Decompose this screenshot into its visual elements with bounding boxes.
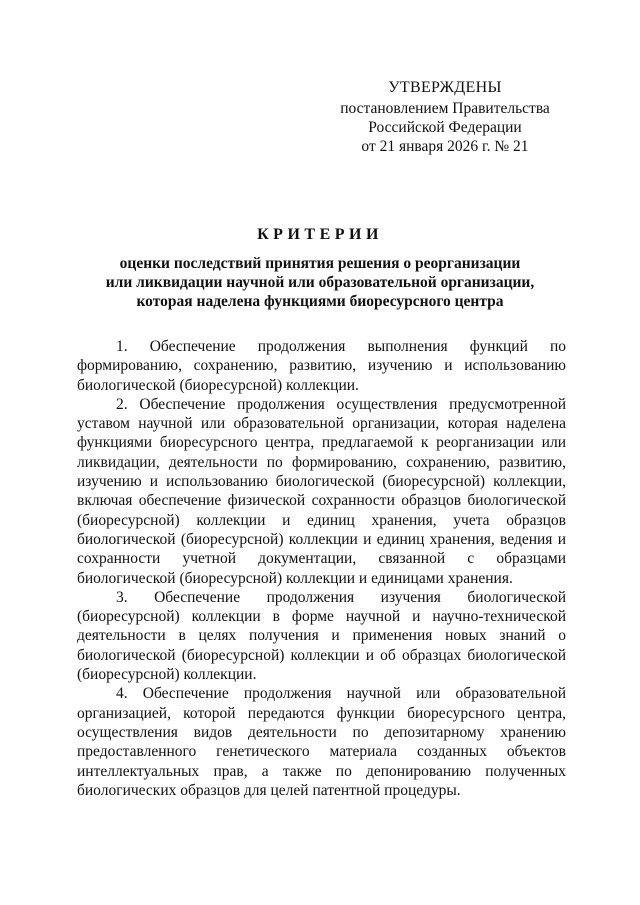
subtitle-line-1: оценки последствий принятия решения о реорганизации <box>119 255 521 272</box>
approval-title: УТВЕРЖДЕНЫ <box>388 79 502 96</box>
criteria-list <box>77 337 566 800</box>
criterion-1: 1. Обеспечение продолжения выполнения функций по формированию, сохранению, развитию, изучению и использованию биологической (биоресурсной) коллекции. <box>77 338 566 394</box>
criterion-2: 2. Обеспечение продолжения осуществления предусмотренной уставом научной или образовательной организации, которая наделена функциями биоресурсного центра, предлагаемой к реорганизации или ликвидации, деятельности по формированию, сохранению, развитию, изучению и использованию биологической (биоресурсной) коллекции, включая обеспечение физической сохранности образцов биологической (биоресурсной) коллекции и единиц хранения, учета образцов биологической (биоресурсной) коллекции и единиц хранения, ведения и сохранности учетной документации, связанной с образцами биологической (биоресурсной) коллекции и единицами хранения. <box>77 395 566 587</box>
approval-line-2: Российской Федерации <box>368 119 522 136</box>
approval-line-3: от 21 января 2026 г. № 21 <box>361 138 529 155</box>
document-title: КРИТЕРИИ <box>257 226 383 243</box>
approval-stamp <box>330 78 560 156</box>
criterion-4: 4. Обеспечение продолжения научной или образовательной организацией, которой передаются функции биоресурсного центра, осуществления видов деятельности по депозитарному хранению предоставленного генетического материала созданных объектов интеллектуальных прав, а также по депонированию полученных биологических образцов для целей патентной процедуры. <box>77 685 566 799</box>
document-subtitle <box>60 254 580 311</box>
approval-line-1: постановлением Правительства <box>340 100 550 117</box>
subtitle-line-2: или ликвидации научной или образовательной организации, <box>105 274 535 291</box>
subtitle-line-3: которая наделена функциями биоресурсного центра <box>136 293 504 310</box>
document-heading <box>60 226 580 311</box>
criterion-3: 3. Обеспечение продолжения изучения биологической (биоресурсной) коллекции в форме научной и научно-технической деятельности в целях получения и применения новых знаний о биологической (биоресурсной) коллекции и об образцах биологической (биоресурсной) коллекции. <box>77 588 566 684</box>
